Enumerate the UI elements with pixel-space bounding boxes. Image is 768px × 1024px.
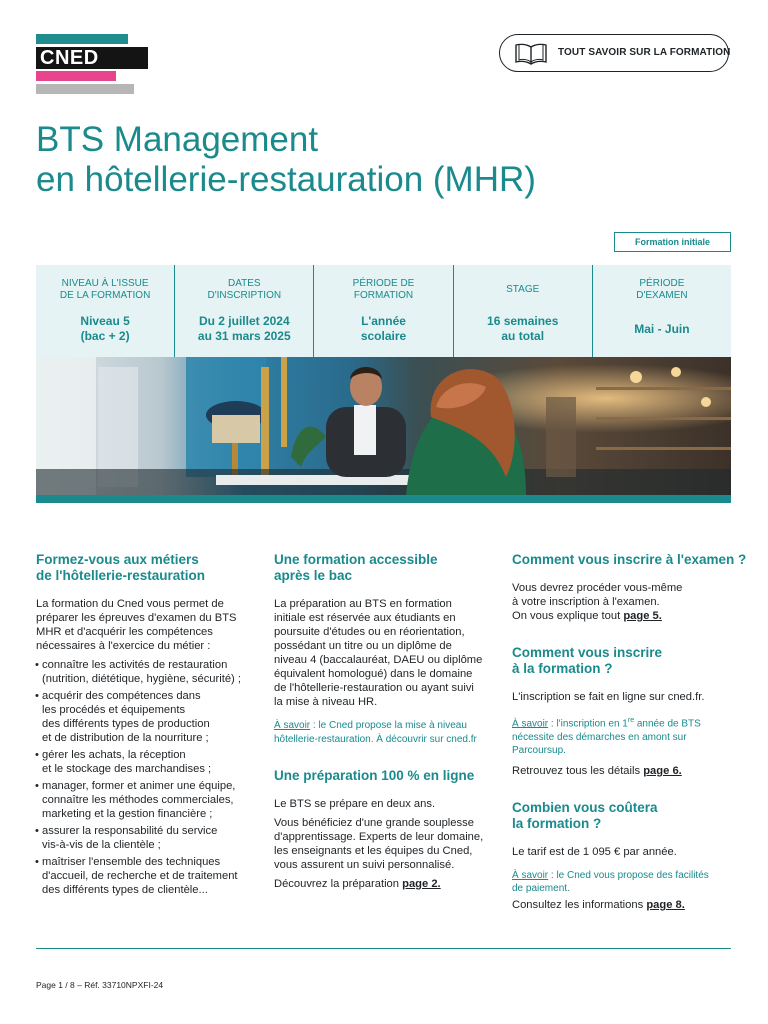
competences-list (36, 658, 260, 897)
photo-accent-strip (36, 495, 731, 503)
info-cell-periode-formation (314, 265, 453, 357)
note-text: : l'inscription en 1 (548, 718, 628, 730)
text-line: d'apprentissage. Experts de leur domaine, (274, 831, 484, 843)
text-line: MHR et d'acquérir les compétences (36, 626, 213, 638)
text-line: Vous devrez procéder vous-même (512, 582, 683, 594)
text-segment: Retrouvez tous les détails (512, 764, 644, 777)
column-metiers (36, 552, 260, 900)
info-cell-stage (454, 265, 593, 357)
info-head (454, 277, 592, 303)
info-value-line: 16 semaines (487, 314, 559, 328)
column-formation (274, 552, 496, 891)
info-value-line: au total (501, 329, 545, 343)
text-line: • connaître les activités de restauration (42, 659, 228, 671)
info-value (593, 313, 731, 345)
list-item (36, 748, 260, 776)
preparation-link-text (274, 877, 496, 891)
restaurant-reception-photo (36, 357, 731, 495)
text-line: et le stockage des marchandises ; (42, 763, 212, 775)
info-value-line: Niveau 5 (80, 314, 130, 328)
note-text: : le Cned vous propose des facilités (548, 869, 709, 881)
text-line: • assurer la responsabilité du service (42, 825, 218, 837)
list-item (36, 855, 260, 897)
text-line: la mise à niveau HR. (274, 696, 378, 708)
text-line: (nutrition, diététique, hygiène, sécurité) ; (42, 673, 241, 685)
section-heading-metiers (36, 552, 260, 584)
heading-line: Comment vous inscrire à l'examen ? (512, 552, 747, 567)
logo-bar-grey (36, 84, 134, 94)
page-5-link[interactable]: page 5. (623, 610, 662, 622)
examen-text (512, 581, 736, 623)
heading-line: Une formation accessible (274, 552, 438, 567)
heading-line: à la formation ? (512, 661, 613, 676)
info-head (175, 277, 313, 303)
tarif-text: Le tarif est de 1 095 € par année. (512, 845, 677, 858)
text-line: préparer les épreuves d'examen du BTS (36, 612, 237, 624)
note-text: : le Cned propose la mise à niveau (310, 720, 467, 731)
text-line: équivalent homologué) dans le domaine (274, 668, 473, 680)
note-line (512, 714, 736, 731)
list-item (36, 779, 260, 821)
logo-bar-pink (36, 71, 116, 81)
note-line (274, 719, 496, 733)
text-line: nécessaires à l'exercice du métier : (36, 640, 211, 652)
text-line: • maîtriser l'ensemble des techniques (42, 856, 221, 868)
info-value (175, 313, 313, 345)
info-head-line: FORMATION (353, 290, 414, 301)
hero-photo (36, 357, 731, 495)
section-heading-accessible (274, 552, 496, 584)
text-line: connaître les méthodes commerciales, (42, 794, 234, 806)
text-line: les procédés et équipements (42, 704, 186, 716)
section-heading-en-ligne (274, 768, 496, 784)
text-line: marketing et la gestion financière ; (42, 808, 213, 820)
note-line: de paiement. (512, 883, 570, 895)
page-6-link[interactable]: page 6. (643, 764, 682, 777)
info-head-line: DE LA FORMATION (59, 290, 151, 301)
a-savoir-note-paiement (512, 869, 736, 896)
text-line: à votre inscription à l'examen. (512, 596, 660, 608)
info-head-line: STAGE (506, 284, 540, 295)
text-line: poursuite d'études ou en réorientation, (274, 626, 465, 638)
cout-details-text (512, 898, 736, 912)
text-line: possédant un titre ou un diplôme de (274, 640, 452, 652)
footer-divider (36, 948, 731, 949)
heading-line: Une préparation 100 % en ligne (274, 768, 475, 783)
text-line: des différents types de production (42, 718, 210, 730)
text-line: vous assurent un suivi personnalisé. (274, 859, 455, 871)
info-head (593, 277, 731, 303)
text-line: • gérer les achats, la réception (42, 749, 186, 761)
info-value (454, 313, 592, 345)
text-line: initiale est réservée aux étudiants en (274, 612, 456, 624)
page-title (36, 120, 536, 200)
text-line: La préparation au BTS en formation (274, 598, 452, 610)
page-2-link[interactable]: page 2. (402, 878, 441, 890)
metiers-intro (36, 597, 260, 653)
info-head-line: NIVEAU À L'ISSUE (61, 278, 149, 289)
list-item (36, 824, 260, 852)
heading-line: Combien vous coûtera (512, 799, 658, 815)
a-savoir-label: À savoir (274, 720, 311, 731)
text-line: Vous bénéficiez d'une grande souplesse (274, 817, 474, 829)
text-line: des différents types de clientèle... (42, 884, 208, 896)
a-savoir-note-parcoursup (512, 714, 736, 758)
section-heading-cout (512, 800, 736, 832)
open-book-icon (514, 43, 548, 65)
info-value-line: au 31 mars 2025 (197, 329, 291, 343)
info-value-line: scolaire (360, 329, 407, 343)
info-head (314, 277, 452, 303)
info-value-line: Mai - Juin (634, 321, 690, 336)
accessible-text (274, 597, 496, 709)
column-inscription (512, 552, 747, 912)
info-table (36, 265, 731, 357)
info-head-line: DATES (227, 278, 261, 289)
formation-initiale-badge: Formation initiale (614, 232, 731, 252)
section-heading-inscription (512, 645, 736, 677)
text-line: vis-à-vis de la clientèle ; (42, 839, 161, 851)
text-line: de l'hôtellerie-restauration ou ayant suivi (274, 682, 474, 694)
text-line: • acquérir des compétences dans (42, 690, 201, 702)
text-line: La formation du Cned vous permet de (36, 598, 224, 610)
deux-ans-text: Le BTS se prépare en deux ans. (274, 798, 436, 810)
souplesse-text (274, 816, 496, 872)
info-cell-dates (175, 265, 314, 357)
text-line: et de distribution de la nourriture ; (42, 732, 209, 744)
heading-line: après le bac (274, 568, 353, 583)
formation-info-button[interactable] (499, 34, 729, 72)
info-cell-examen (593, 265, 731, 357)
logo-bar-teal (36, 34, 128, 44)
heading-line: Formez-vous aux métiers (36, 552, 199, 567)
info-head-line: PÉRIODE (639, 278, 685, 289)
text-line (512, 609, 736, 623)
info-cell-niveau (36, 265, 175, 357)
note-line (512, 869, 736, 883)
title-line-2: en hôtellerie-restauration (MHR) (36, 160, 536, 199)
logo-text: CNED (40, 47, 99, 69)
note-sup: re (627, 717, 635, 724)
text-line: les enseignants et les équipes du Cned, (274, 845, 473, 857)
text-segment: On vous explique tout (512, 610, 624, 622)
formation-info-label: TOUT SAVOIR SUR LA FORMATION (558, 47, 731, 58)
list-item (36, 658, 260, 686)
text-line: niveau 4 (baccalauréat, DAEU ou diplôme (274, 654, 483, 666)
note-line: hôtellerie-restauration. À découvrir sur cned.fr (274, 733, 477, 745)
info-head-line: D'INSCRIPTION (207, 290, 282, 301)
title-line-1: BTS Management (36, 120, 319, 159)
section-heading-examen (512, 552, 747, 568)
inscription-text: L'inscription se fait en ligne sur cned.fr. (512, 691, 705, 703)
heading-line: la formation ? (512, 815, 602, 831)
footer-reference: Page 1 / 8 – Réf. 33710NPXFI-24 (36, 980, 164, 990)
info-head-line: D'EXAMEN (636, 290, 688, 301)
inscription-details-text (512, 764, 736, 778)
info-value-line: (bac + 2) (80, 329, 130, 343)
text-segment: Consultez les informations (512, 898, 647, 911)
info-value-line: L'année (361, 314, 406, 328)
info-value (314, 313, 452, 345)
info-value (36, 313, 174, 345)
text-line: • manager, former et animer une équipe, (42, 780, 236, 792)
note-line: nécessite des démarches en amont sur (512, 731, 687, 743)
info-head-line: PÉRIODE DE (352, 278, 415, 289)
a-savoir-note-mise-a-niveau (274, 719, 496, 746)
a-savoir-label: À savoir (512, 718, 549, 730)
info-value-line: Du 2 juillet 2024 (198, 314, 290, 328)
heading-line: de l'hôtellerie-restauration (36, 568, 206, 583)
note-text: année de BTS (634, 718, 701, 730)
text-line: Découvrez la préparation (274, 878, 403, 890)
note-line: Parcoursup. (512, 745, 566, 757)
list-item (36, 689, 260, 745)
a-savoir-label: À savoir (512, 869, 549, 881)
text-line: d'accueil, de recherche et de traitement (42, 870, 238, 882)
info-head (36, 277, 174, 303)
page-8-link[interactable]: page 8. (646, 898, 685, 911)
heading-line: Comment vous inscrire (512, 645, 663, 660)
